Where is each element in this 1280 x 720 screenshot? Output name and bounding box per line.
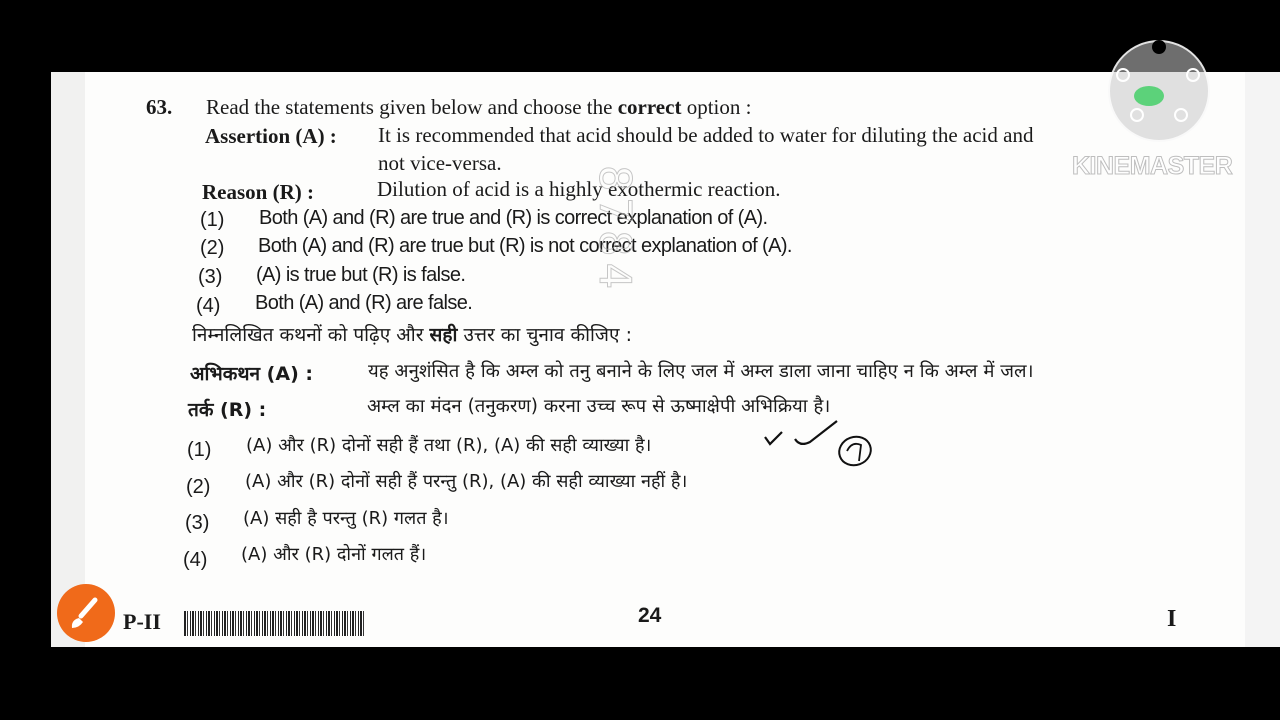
series-letter: I bbox=[1167, 606, 1177, 632]
assertion-label-en: Assertion (A) : bbox=[205, 124, 337, 148]
reason-label-hi: तर्क (R) : bbox=[188, 399, 267, 421]
paintbrush-button[interactable] bbox=[57, 584, 115, 642]
option-hi-4-num: (4) bbox=[183, 549, 208, 571]
option-en-2-num: (2) bbox=[200, 237, 225, 259]
option-en-3-num: (3) bbox=[198, 266, 223, 288]
logo-dot bbox=[1130, 108, 1144, 122]
prompt-hi bbox=[192, 323, 632, 347]
option-hi-1-num: (1) bbox=[187, 439, 212, 461]
prompt-hi-bold: सही bbox=[429, 324, 458, 346]
question-number: 63. bbox=[146, 95, 173, 119]
reason-en: Dilution of acid is a highly exothermic reaction. bbox=[377, 177, 781, 201]
assertion-line2-en: not vice-versa. bbox=[378, 151, 502, 175]
logo-dot bbox=[1186, 68, 1200, 82]
prompt-hi-suffix: उत्तर का चुनाव कीजिए : bbox=[457, 324, 632, 346]
prompt-en bbox=[206, 95, 751, 119]
reason-label-en: Reason (R) : bbox=[202, 180, 314, 204]
option-hi-2-num: (2) bbox=[186, 476, 211, 498]
page-shadow bbox=[51, 72, 85, 647]
reason-hi: अम्ल का मंदन (तनुकरण) करना उच्च रूप से ऊष्माक्षेपी अभिक्रिया है। bbox=[367, 396, 831, 417]
option-hi-3[interactable]: (A) सही है परन्तु (R) गलत है। bbox=[243, 508, 449, 529]
prompt-en-suffix: option : bbox=[681, 95, 752, 119]
kinemaster-watermark: KINEMASTER bbox=[1072, 152, 1233, 180]
page-right-strip bbox=[1245, 72, 1280, 647]
option-en-1-num: (1) bbox=[200, 209, 225, 231]
page-number: 24 bbox=[638, 604, 662, 627]
option-hi-4[interactable]: (A) और (R) दोनों गलत हैं। bbox=[241, 544, 427, 565]
prompt-en-bold: correct bbox=[617, 95, 682, 119]
prompt-hi-prefix: निम्नलिखित कथनों को पढ़िए और bbox=[192, 324, 430, 346]
assertion-label-hi: अभिकथन (A) : bbox=[190, 363, 313, 385]
logo-dot bbox=[1152, 40, 1166, 54]
option-en-2[interactable]: Both (A) and (R) are true but (R) is not correct explanation of (A). bbox=[258, 235, 792, 257]
option-hi-2[interactable]: (A) और (R) दोनों सही हैं परन्तु (R), (A) की सही व्याख्या नहीं है। bbox=[245, 471, 688, 492]
option-en-4[interactable]: Both (A) and (R) are false. bbox=[255, 292, 473, 314]
option-en-3[interactable]: (A) is true but (R) is false. bbox=[256, 264, 466, 286]
assertion-line1-en: It is recommended that acid should be added to water for diluting the acid and bbox=[378, 123, 1034, 147]
kinemaster-logo-icon bbox=[1108, 40, 1210, 142]
option-hi-1[interactable]: (A) और (R) दोनों सही हैं तथा (R), (A) की सही व्याख्या है। bbox=[246, 435, 652, 456]
barcode bbox=[184, 611, 364, 636]
prompt-en-prefix: Read the statements given below and choose the bbox=[206, 95, 618, 119]
option-en-1[interactable]: Both (A) and (R) are true and (R) is correct explanation of (A). bbox=[259, 207, 768, 229]
paintbrush-icon bbox=[57, 584, 115, 642]
stamp-number: 8784 bbox=[589, 165, 640, 295]
logo-green-mark bbox=[1134, 86, 1164, 106]
paper-code: P-II bbox=[123, 609, 161, 634]
option-en-4-num: (4) bbox=[196, 295, 221, 317]
option-hi-3-num: (3) bbox=[185, 512, 210, 534]
logo-dot bbox=[1116, 68, 1130, 82]
handwritten-tick-marks-icon bbox=[755, 415, 885, 475]
logo-dot bbox=[1174, 108, 1188, 122]
assertion-hi: यह अनुशंसित है कि अम्ल को तनु बनाने के लिए जल में अम्ल डाला जाना चाहिए न कि अम्ल में जल। bbox=[368, 361, 1034, 382]
